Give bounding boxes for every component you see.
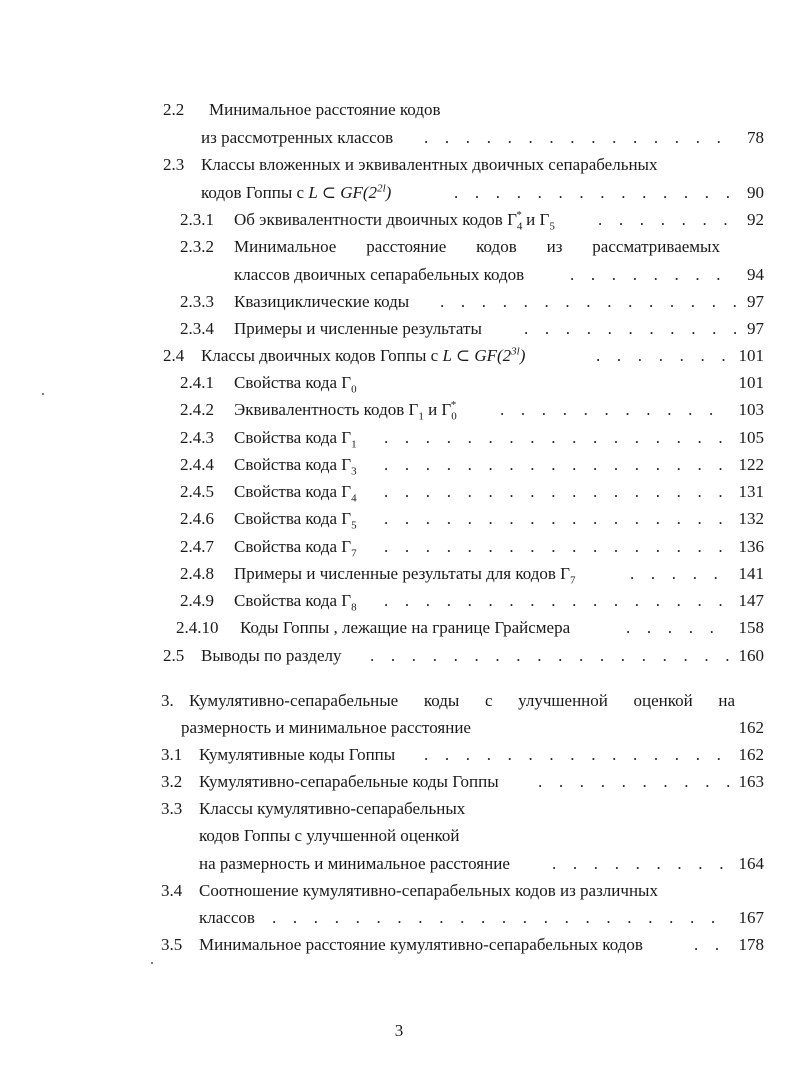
toc-subscript: 0 <box>451 410 457 423</box>
toc-word: на <box>718 691 735 710</box>
toc-title-2-4-9 <box>234 590 357 612</box>
toc-text: Эквивалентность кодов Γ <box>234 400 419 419</box>
toc-text: Свойства кода Γ <box>234 591 352 610</box>
toc-word: коды <box>423 691 460 710</box>
toc-title-2-4-1 <box>234 372 357 394</box>
toc-title-2-4-2 <box>234 399 456 421</box>
toc-page-2-3-3: 97 <box>747 292 764 311</box>
toc-page-3-4: 167 <box>738 908 764 927</box>
toc-subscript: 3 <box>351 465 357 478</box>
toc-title-2-5: Выводы по разделу <box>201 646 342 665</box>
toc-page-2-4-5: 131 <box>738 482 764 501</box>
toc-page-2-4-2: 103 <box>738 400 764 419</box>
scan-speck <box>42 393 44 395</box>
toc-title-2-3-prefix: кодов Гоппы с <box>201 183 309 202</box>
toc-word: Кумулятивно-сепарабельные <box>189 691 399 710</box>
toc-math-2-3-exp: 2l <box>377 182 386 195</box>
toc-text: Примеры и численные результаты для кодов Γ <box>234 564 570 583</box>
toc-word: с <box>484 691 493 710</box>
toc-leader <box>272 907 730 929</box>
toc-title-2-4-text: Классы двоичных кодов Гоппы с <box>201 346 443 365</box>
toc-number-2-4-10: 2.4.10 <box>176 618 219 637</box>
scan-speck <box>151 962 153 964</box>
toc-title-2-3: Классы вложенных и эквивалентных двоичных сепарабельных <box>201 155 658 174</box>
toc-subscript: 1 <box>351 438 357 451</box>
toc-title-3 <box>189 690 735 712</box>
toc-number-2-2: 2.2 <box>163 100 185 119</box>
toc-page-2-4-1: 101 <box>738 373 764 392</box>
toc-title-3-5: Минимальное расстояние кумулятивно-сепарабельных кодов <box>199 935 643 954</box>
toc-title-2-4-3 <box>234 427 357 449</box>
toc-number-2-4-6: 2.4.6 <box>180 509 214 528</box>
toc-number-3-2: 3.2 <box>161 772 183 791</box>
toc-leader <box>440 291 736 313</box>
toc-number-2-5: 2.5 <box>163 646 185 665</box>
toc-number-2-4-9: 2.4.9 <box>180 591 214 610</box>
toc-number-2-3: 2.3 <box>163 155 185 174</box>
toc-title-2-2: Минимальное расстояние кодов <box>209 100 441 119</box>
toc-text: Свойства кода Γ <box>234 455 352 474</box>
toc-subscript: 7 <box>570 574 576 587</box>
toc-number-2-4: 2.4 <box>163 346 185 365</box>
toc-leader <box>370 645 730 667</box>
toc-page-2-4-8: 141 <box>738 564 764 583</box>
toc-leader <box>384 508 730 530</box>
toc-subscript: 4 <box>351 492 357 505</box>
toc-number-2-4-2: 2.4.2 <box>180 400 214 419</box>
toc-title-2-4-7 <box>234 536 357 558</box>
toc-page-2-4: 101 <box>738 346 764 365</box>
toc-subscript: 0 <box>351 383 357 396</box>
toc-page-2-3-2: 94 <box>747 265 764 284</box>
toc-subscript: 4 <box>516 220 523 233</box>
toc-title-3-3-cont: кодов Гоппы с улучшенной оценкой <box>199 826 460 845</box>
toc-word: Минимальное <box>234 237 337 256</box>
toc-text-mid: и Γ <box>423 400 452 419</box>
toc-title-2-4-6 <box>234 508 357 530</box>
toc-number-2-4-1: 2.4.1 <box>180 373 214 392</box>
toc-title-2-3-2-cont: классов двоичных сепарабельных кодов <box>234 265 525 284</box>
toc-text: Свойства кода Γ <box>234 537 352 556</box>
toc-title-2-4-4 <box>234 454 357 476</box>
toc-leader <box>454 182 736 204</box>
toc-text: Свойства кода Γ <box>234 428 352 447</box>
toc-number-3: 3. <box>161 691 174 710</box>
toc-number-2-4-3: 2.4.3 <box>180 428 214 447</box>
toc-subscript: 1 <box>418 410 424 423</box>
toc-title-3-4: Соотношение кумулятивно-сепарабельных кодов из различных <box>199 881 658 900</box>
toc-word: из <box>546 237 563 256</box>
toc-number-3-4: 3.4 <box>161 881 183 900</box>
toc-number-2-4-5: 2.4.5 <box>180 482 214 501</box>
toc-title-2-3-2 <box>234 236 720 258</box>
toc-number-3-5: 3.5 <box>161 935 183 954</box>
toc-number-2-4-7: 2.4.7 <box>180 537 214 556</box>
toc-text: Свойства кода Γ <box>234 509 352 528</box>
toc-text: Свойства кода Γ <box>234 373 352 392</box>
toc-page-2-3-4: 97 <box>747 319 764 338</box>
toc-title-3-3: Классы кумулятивно-сепарабельных <box>199 799 466 818</box>
toc-number-2-3-4: 2.3.4 <box>180 319 214 338</box>
toc-subscript: 8 <box>351 601 357 614</box>
toc-number-2-3-1: 2.3.1 <box>180 210 214 229</box>
toc-page-3-1: 162 <box>738 745 764 764</box>
toc-leader <box>384 536 730 558</box>
toc-leader <box>500 399 730 421</box>
toc-page-3: 162 <box>738 718 764 737</box>
toc-leader <box>384 427 730 449</box>
toc-number-3-1: 3.1 <box>161 745 183 764</box>
toc-title-3-4-cont: классов <box>199 908 255 927</box>
toc-subscript: 5 <box>549 220 555 233</box>
toc-word: оценкой <box>633 691 693 710</box>
page-number: 3 <box>394 1021 404 1040</box>
toc-page-2-2: 78 <box>747 128 764 147</box>
toc-number-3-3: 3.3 <box>161 799 183 818</box>
toc-subscript: 7 <box>351 547 357 560</box>
toc-math-2-4-exp: 3l <box>511 345 520 358</box>
toc-title-2-4-5 <box>234 481 357 503</box>
toc-title-3-cont: размерность и минимальное расстояние <box>181 718 471 737</box>
toc-title-3-2: Кумулятивно-сепарабельные коды Гоппы <box>199 772 499 791</box>
toc-title-2-3-4: Примеры и численные результаты <box>234 319 482 338</box>
toc-leader <box>384 454 730 476</box>
toc-math-2-4: L ⊂ GF(2 <box>442 346 512 365</box>
toc-page-2-4-7: 136 <box>738 537 764 556</box>
toc-title-3-3-cont2: на размерность и минимальное расстояние <box>199 854 510 873</box>
toc-number-2-3-3: 2.3.3 <box>180 292 214 311</box>
toc-word: расстояние <box>366 237 447 256</box>
toc-page-2-3-1: 92 <box>747 210 764 229</box>
toc-page-2-3: 90 <box>747 183 764 202</box>
toc-number-2-3-2: 2.3.2 <box>180 237 214 256</box>
toc-title-2-3-1 <box>234 209 555 231</box>
toc-word: улучшенной <box>518 691 608 710</box>
toc-page-3-2: 163 <box>738 772 764 791</box>
toc-number-2-4-4: 2.4.4 <box>180 455 214 474</box>
toc-leader <box>384 590 730 612</box>
toc-title-2-3-cont <box>201 182 391 204</box>
toc-page-2-4-4: 122 <box>738 455 764 474</box>
toc-title-2-3-1-text: Об эквивалентности двоичных кодов Γ <box>234 210 517 229</box>
toc-page-2-4-9: 147 <box>738 591 764 610</box>
toc-page-3-3: 164 <box>738 854 764 873</box>
toc-word: рассматриваемых <box>592 237 720 256</box>
toc-title-2-4-8 <box>234 563 576 585</box>
toc-title-2-4-10: Коды Гоппы , лежащие на границе Грайсмера <box>240 618 571 637</box>
toc-title-2-4 <box>201 345 525 367</box>
toc-text: Свойства кода Γ <box>234 482 352 501</box>
toc-math-2-3: L ⊂ GF(2 <box>308 183 378 202</box>
toc-word: кодов <box>476 237 517 256</box>
toc-number-2-4-8: 2.4.8 <box>180 564 214 583</box>
toc-leader <box>384 481 730 503</box>
toc-leader <box>538 771 730 793</box>
toc-superscript: * <box>450 399 457 412</box>
toc-page-2-5: 160 <box>738 646 764 665</box>
toc-math-2-3-close: ) <box>385 183 392 202</box>
toc-page-2-4-10: 158 <box>738 618 764 637</box>
toc-page-2-4-6: 132 <box>738 509 764 528</box>
toc-superscript: * <box>516 209 522 222</box>
toc-page-3-5: 178 <box>738 935 764 954</box>
toc-math-2-4-close: ) <box>519 346 526 365</box>
toc-title-2-3-1-mid: и Γ <box>521 210 550 229</box>
toc-subscript: 5 <box>351 519 357 532</box>
toc-title-2-3-3: Квазициклические коды <box>234 292 410 311</box>
toc-page-2-4-3: 105 <box>738 428 764 447</box>
toc-leader <box>424 744 730 766</box>
toc-title-2-2-cont: из рассмотренных классов <box>201 128 394 147</box>
toc-title-3-1: Кумулятивные коды Гоппы <box>199 745 396 764</box>
toc-leader <box>424 127 736 149</box>
